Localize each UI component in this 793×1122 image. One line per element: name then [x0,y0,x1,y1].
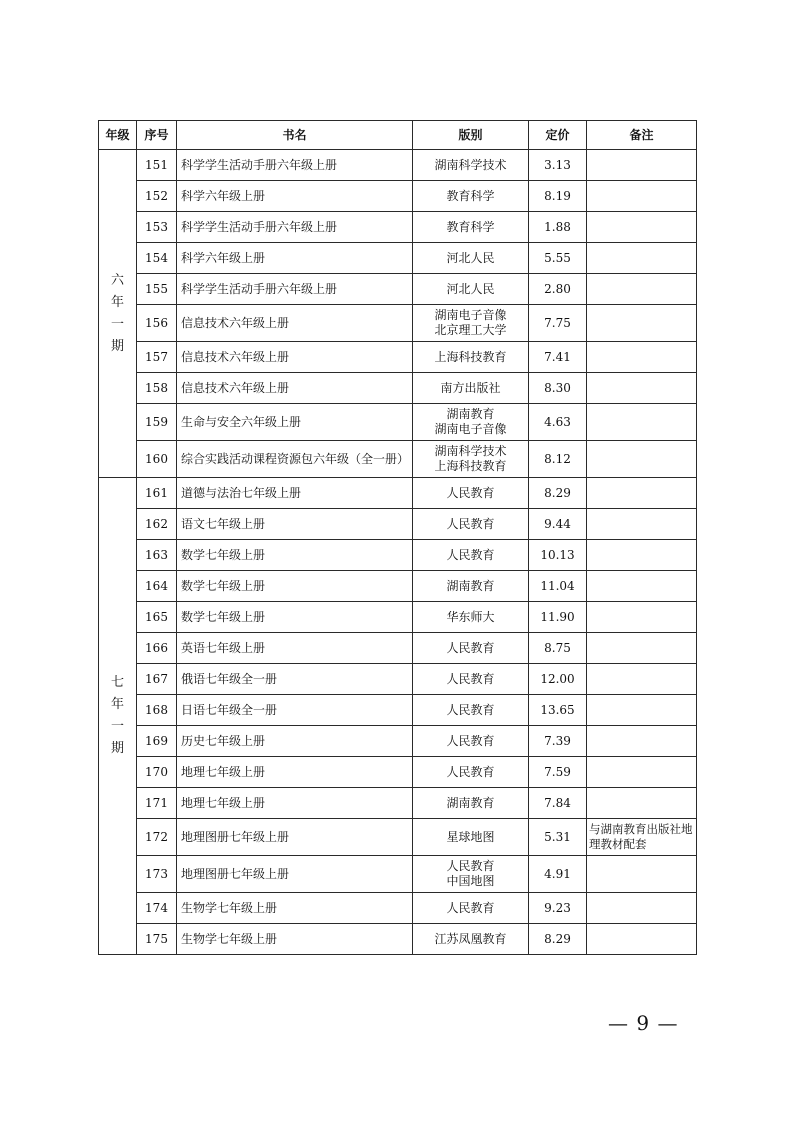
book-name-cell: 地理图册七年级上册 [177,819,413,856]
publisher-name: 南方出版社 [440,380,501,395]
serial-number-cell: 170 [137,757,177,788]
book-name-cell: 地理七年级上册 [177,757,413,788]
serial-number-cell: 153 [137,212,177,243]
publisher-name: 星球地图 [446,829,495,844]
serial-number-cell: 166 [137,633,177,664]
book-name-cell: 科学学生活动手册六年级上册 [177,150,413,181]
price-cell: 9.23 [529,893,587,924]
publisher-name: 湖南教育 [446,407,495,421]
publisher-name: 人民教育 [446,516,495,531]
serial-number-cell: 172 [137,819,177,856]
serial-number-cell: 152 [137,181,177,212]
serial-number-cell: 164 [137,571,177,602]
price-cell: 8.30 [529,373,587,404]
publisher-cell [413,571,529,602]
price-cell: 9.44 [529,509,587,540]
table-row [99,664,697,695]
price-cell: 7.75 [529,305,587,342]
note-cell [587,478,697,509]
publisher-name: 人民教育 [446,547,495,562]
grade-cell [99,478,137,955]
serial-number-cell: 163 [137,540,177,571]
book-name-cell: 生命与安全六年级上册 [177,404,413,441]
header-book-name: 书名 [177,121,413,150]
publisher-cell [413,212,529,243]
publisher-name: 湖南教育 [446,578,495,593]
table-row [99,726,697,757]
table-row [99,212,697,243]
price-cell: 7.41 [529,342,587,373]
book-name-cell: 数学七年级上册 [177,571,413,602]
publisher-cell [413,726,529,757]
book-name-cell: 生物学七年级上册 [177,924,413,955]
serial-number-cell: 161 [137,478,177,509]
table-row [99,404,697,441]
table-row [99,243,697,274]
note-cell [587,924,697,955]
publisher-cell [413,305,529,342]
publisher-cell [413,342,529,373]
table-row [99,342,697,373]
publisher-cell [413,695,529,726]
publisher-cell [413,404,529,441]
price-cell: 4.91 [529,856,587,893]
price-cell: 8.29 [529,924,587,955]
price-cell: 1.88 [529,212,587,243]
serial-number-cell: 173 [137,856,177,893]
book-name-cell: 科学学生活动手册六年级上册 [177,274,413,305]
publisher-name: 人民教育 [446,485,495,500]
publisher-name: 湖南电子音像 [434,308,507,322]
book-name-cell: 生物学七年级上册 [177,893,413,924]
header-grade: 年级 [99,121,137,150]
table-row [99,819,697,856]
grade-label: 七年一期 [110,675,124,756]
note-cell [587,893,697,924]
publisher-name: 北京理工大学 [434,323,507,337]
book-name-cell: 科学六年级上册 [177,181,413,212]
note-cell [587,181,697,212]
publisher-name: 教育科学 [446,188,495,203]
table-row [99,305,697,342]
serial-number-cell: 169 [137,726,177,757]
note-cell [587,726,697,757]
serial-number-cell: 159 [137,404,177,441]
publisher-cell [413,924,529,955]
price-cell: 5.55 [529,243,587,274]
serial-number-cell: 157 [137,342,177,373]
header-publisher: 版别 [413,121,529,150]
serial-number-cell: 171 [137,788,177,819]
serial-number-cell: 175 [137,924,177,955]
publisher-cell [413,819,529,856]
note-cell [587,305,697,342]
price-cell: 7.59 [529,757,587,788]
table-row [99,924,697,955]
book-name-cell: 信息技术六年级上册 [177,373,413,404]
note-cell [587,633,697,664]
textbook-price-table [98,120,697,955]
header-serial-number: 序号 [137,121,177,150]
note-cell: 与湖南教育出版社地理教材配套 [587,819,697,856]
table-row [99,602,697,633]
serial-number-cell: 174 [137,893,177,924]
publisher-cell [413,664,529,695]
note-cell [587,757,697,788]
note-cell [587,509,697,540]
publisher-name: 湖南电子音像 [434,422,507,436]
book-name-cell: 信息技术六年级上册 [177,342,413,373]
serial-number-cell: 151 [137,150,177,181]
grade-cell [99,150,137,478]
publisher-name: 人民教育 [446,859,495,873]
table-row [99,441,697,478]
price-cell: 2.80 [529,274,587,305]
publisher-name: 上海科技教育 [434,459,507,473]
note-cell [587,212,697,243]
note-cell [587,150,697,181]
serial-number-cell: 155 [137,274,177,305]
note-cell [587,404,697,441]
table-row [99,373,697,404]
table-row [99,893,697,924]
publisher-name: 人民教育 [446,671,495,686]
publisher-cell [413,441,529,478]
note-cell [587,571,697,602]
publisher-cell [413,757,529,788]
note-cell [587,695,697,726]
publisher-name: 河北人民 [446,250,495,265]
publisher-cell [413,243,529,274]
table-row [99,150,697,181]
publisher-name: 华东师大 [446,609,495,624]
publisher-name: 人民教育 [446,702,495,717]
book-name-cell: 数学七年级上册 [177,602,413,633]
price-cell: 8.19 [529,181,587,212]
book-name-cell: 数学七年级上册 [177,540,413,571]
publisher-cell [413,602,529,633]
book-name-cell: 语文七年级上册 [177,509,413,540]
publisher-name: 人民教育 [446,640,495,655]
note-cell [587,602,697,633]
table-row [99,757,697,788]
publisher-cell [413,509,529,540]
price-cell: 10.13 [529,540,587,571]
book-name-cell: 历史七年级上册 [177,726,413,757]
note-cell [587,664,697,695]
serial-number-cell: 168 [137,695,177,726]
publisher-cell [413,373,529,404]
book-name-cell: 英语七年级上册 [177,633,413,664]
publisher-name: 教育科学 [446,219,495,234]
publisher-name: 人民教育 [446,733,495,748]
header-price: 定价 [529,121,587,150]
book-name-cell: 科学学生活动手册六年级上册 [177,212,413,243]
serial-number-cell: 165 [137,602,177,633]
header-note: 备注 [587,121,697,150]
serial-number-cell: 167 [137,664,177,695]
book-name-cell: 地理图册七年级上册 [177,856,413,893]
price-cell: 4.63 [529,404,587,441]
note-cell [587,243,697,274]
publisher-cell [413,893,529,924]
table-row [99,478,697,509]
table-row [99,856,697,893]
book-name-cell: 综合实践活动课程资源包六年级（全一册） [177,441,413,478]
publisher-cell [413,856,529,893]
publisher-name: 中国地图 [446,874,495,888]
publisher-cell [413,633,529,664]
price-cell: 12.00 [529,664,587,695]
publisher-cell [413,150,529,181]
table-row [99,788,697,819]
table-row [99,571,697,602]
book-name-cell: 俄语七年级全一册 [177,664,413,695]
book-name-cell: 科学六年级上册 [177,243,413,274]
note-cell [587,856,697,893]
price-cell: 11.90 [529,602,587,633]
publisher-name: 江苏凤凰教育 [434,931,507,946]
price-cell: 13.65 [529,695,587,726]
price-cell: 8.75 [529,633,587,664]
serial-number-cell: 156 [137,305,177,342]
publisher-cell [413,478,529,509]
publisher-name: 河北人民 [446,281,495,296]
table-row [99,274,697,305]
book-name-cell: 信息技术六年级上册 [177,305,413,342]
price-cell: 3.13 [529,150,587,181]
publisher-name: 人民教育 [446,764,495,779]
price-cell: 8.12 [529,441,587,478]
table-row [99,695,697,726]
price-cell: 7.39 [529,726,587,757]
publisher-name: 湖南科学技术 [434,157,507,172]
price-cell: 11.04 [529,571,587,602]
table-row [99,509,697,540]
serial-number-cell: 162 [137,509,177,540]
book-name-cell: 地理七年级上册 [177,788,413,819]
note-cell [587,274,697,305]
note-cell [587,342,697,373]
table-row [99,181,697,212]
table-row [99,540,697,571]
publisher-cell [413,540,529,571]
publisher-name: 湖南科学技术 [434,444,507,458]
serial-number-cell: 154 [137,243,177,274]
table-row [99,633,697,664]
publisher-cell [413,274,529,305]
price-cell: 7.84 [529,788,587,819]
publisher-cell [413,788,529,819]
publisher-cell [413,181,529,212]
note-cell [587,441,697,478]
publisher-name: 人民教育 [446,900,495,915]
publisher-name: 上海科技教育 [434,349,507,364]
publisher-name: 湖南教育 [446,795,495,810]
note-cell [587,373,697,404]
note-cell [587,540,697,571]
price-cell: 5.31 [529,819,587,856]
table-header-row [99,121,697,150]
serial-number-cell: 158 [137,373,177,404]
price-cell: 8.29 [529,478,587,509]
serial-number-cell: 160 [137,441,177,478]
book-name-cell: 道德与法治七年级上册 [177,478,413,509]
book-name-cell: 日语七年级全一册 [177,695,413,726]
table-body [99,150,697,955]
note-cell [587,788,697,819]
grade-label: 六年一期 [110,272,124,354]
page-number: — 9 — [608,1011,679,1035]
